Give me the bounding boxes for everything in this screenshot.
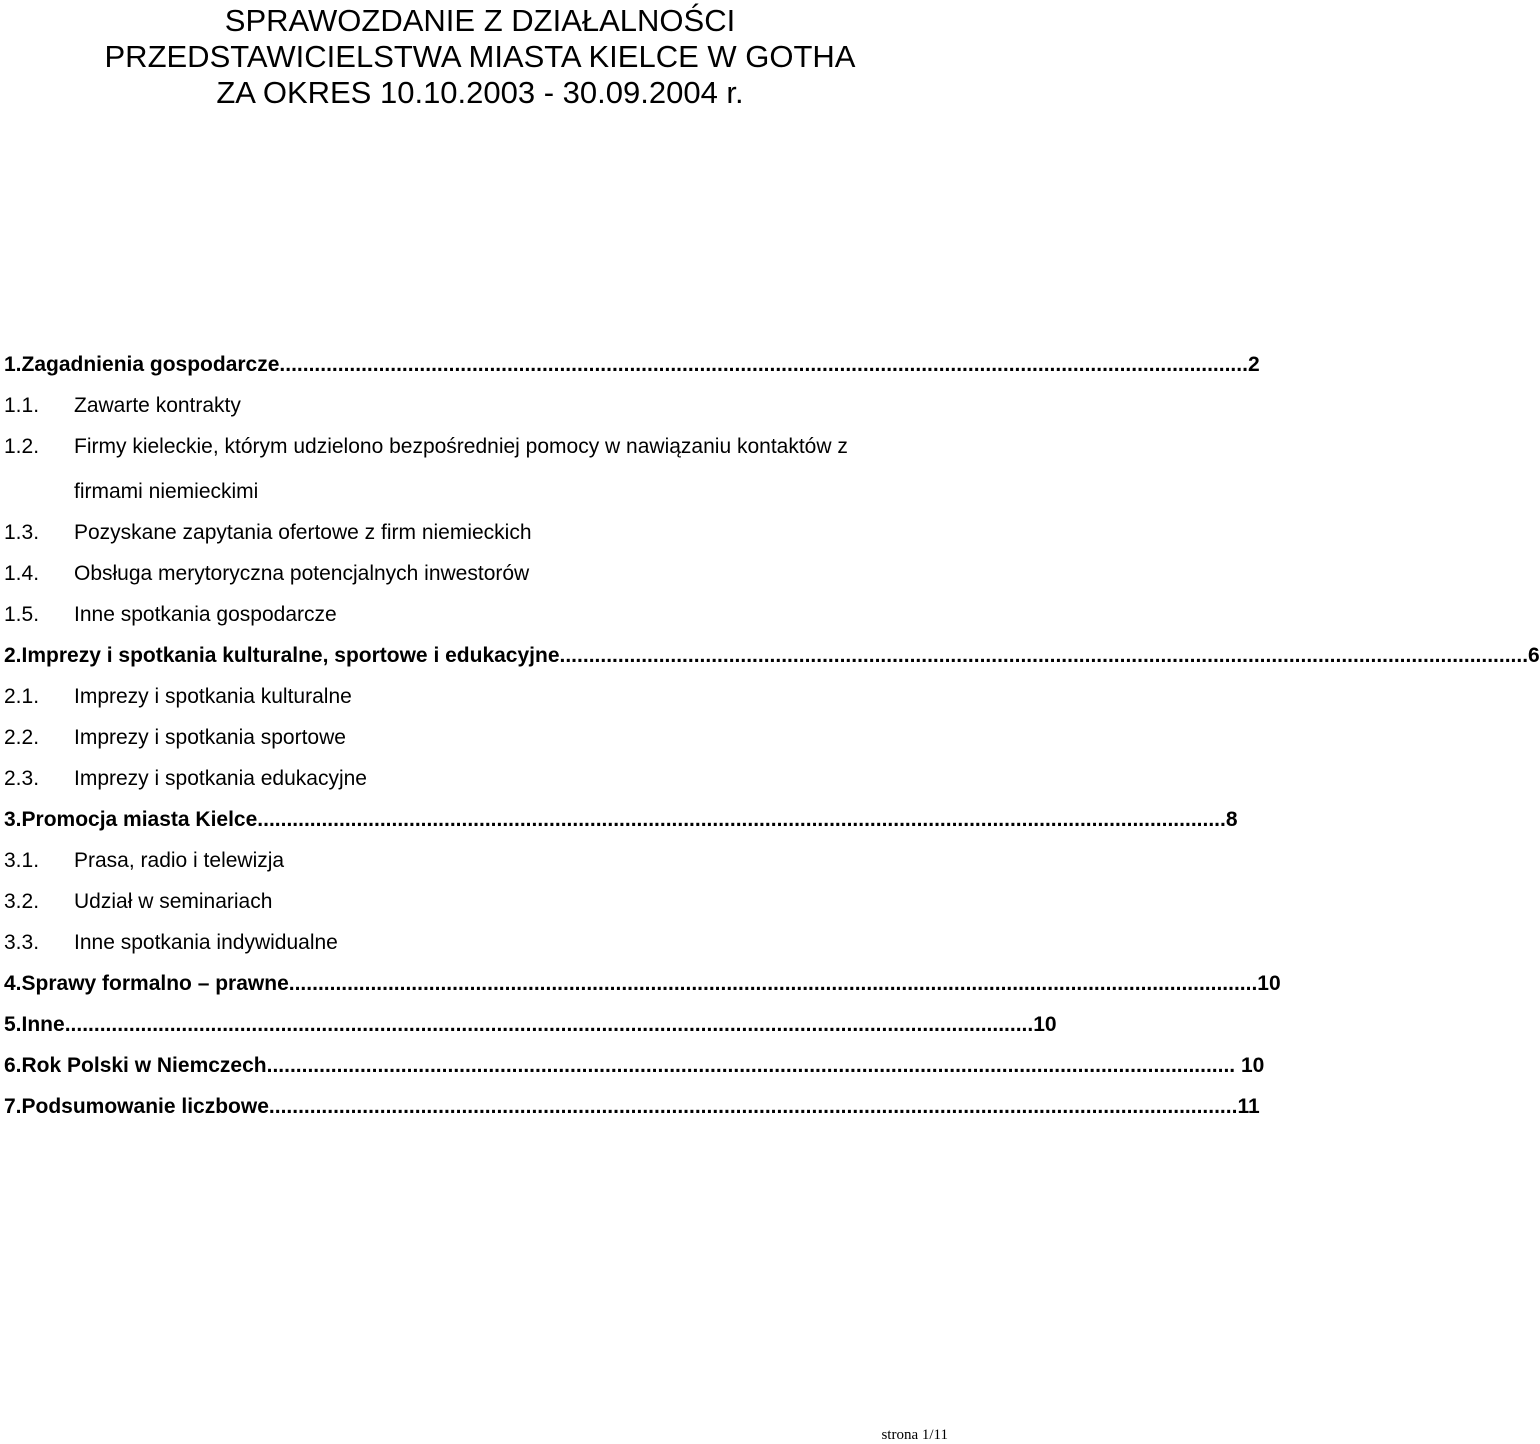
toc-label: Inne spotkania indywidualne <box>74 931 338 954</box>
toc-number: 3.2. <box>4 890 40 913</box>
toc-number: 2.1. <box>4 685 40 708</box>
toc-label: Sprawy formalno – prawne <box>21 972 289 995</box>
toc-leader: ...................................................................................................................................................................... <box>279 353 1248 376</box>
toc-number: 1.1. <box>4 394 40 417</box>
toc-page-number: 6 <box>1528 644 1540 667</box>
toc-number: 7. <box>4 1095 22 1118</box>
toc-number: 3.3. <box>4 931 40 954</box>
toc-label: Podsumowanie liczbowe <box>21 1095 269 1118</box>
toc-page-number: 10 <box>1235 1054 1265 1077</box>
toc-entry-2[interactable] <box>0 641 1540 671</box>
toc-entry-5[interactable] <box>0 1010 1057 1040</box>
toc-number: 1.4. <box>4 562 40 585</box>
toc-page-number: 10 <box>1033 1013 1057 1036</box>
toc-entry-3[interactable] <box>0 805 1238 835</box>
toc-number: 3.1. <box>4 849 40 872</box>
toc-label: Imprezy i spotkania edukacyjne <box>74 767 367 790</box>
toc-label: Imprezy i spotkania kulturalne, sportowe i edukacyjne <box>21 644 560 667</box>
toc-leader: ...................................................................................................................................................................... <box>559 644 1529 667</box>
title-line-1: SPRAWOZDANIE Z DZIAŁALNOŚCI <box>224 3 736 38</box>
toc-label: Rok Polski w Niemczech <box>21 1054 267 1077</box>
title-line-2: PRZEDSTAWICIELSTWA MIASTA KIELCE W GOTHA <box>104 39 856 74</box>
toc-label: Firmy kieleckie, którym udzielono bezpośredniej pomocy w nawiązaniu kontaktów z <box>74 435 848 458</box>
toc-leader: ...................................................................................................................................................................... <box>266 1054 1236 1077</box>
toc-number: 1.3. <box>4 521 40 544</box>
toc-leader: ...................................................................................................................................................................... <box>288 972 1258 995</box>
toc-label: Udział w seminariach <box>74 890 273 913</box>
toc-label: Zawarte kontrakty <box>74 394 241 417</box>
title-line-3: ZA OKRES 10.10.2003 - 30.09.2004 r. <box>216 75 744 110</box>
toc-label: Imprezy i spotkania sportowe <box>74 726 346 749</box>
toc-label: Inne spotkania gospodarcze <box>74 603 337 626</box>
toc-label: Prasa, radio i telewizja <box>74 849 285 872</box>
toc-page-number: 2 <box>1247 353 1260 376</box>
toc-number: 3. <box>4 808 22 831</box>
toc-entry-7[interactable] <box>0 1092 1260 1122</box>
toc-number: 2.2. <box>4 726 40 749</box>
toc-label-continuation: firmami niemieckimi <box>74 480 259 503</box>
toc-entry-4[interactable] <box>0 969 1281 999</box>
toc-label: Promocja miasta Kielce <box>21 808 258 831</box>
toc-entry-1[interactable] <box>0 350 1260 380</box>
toc-label: Obsługa merytoryczna potencjalnych inwestorów <box>74 562 530 585</box>
toc-number: 1. <box>4 353 22 376</box>
toc-page-number: 11 <box>1237 1095 1260 1118</box>
toc-label: Zagadnienia gospodarcze <box>21 353 280 376</box>
toc-number: 1.2. <box>4 435 40 458</box>
toc-label: Imprezy i spotkania kulturalne <box>74 685 352 708</box>
toc-leader: ...................................................................................................................................................................... <box>268 1095 1238 1118</box>
toc-number: 6. <box>4 1054 22 1077</box>
toc-page-number: 10 <box>1257 972 1281 995</box>
toc-leader: ...................................................................................................................................................................... <box>64 1013 1034 1036</box>
toc-number: 2.3. <box>4 767 40 790</box>
toc-page-number: 8 <box>1225 808 1238 831</box>
document-title <box>0 3 960 111</box>
page-counter: strona 1/11 <box>881 1427 948 1443</box>
toc-number: 4. <box>4 972 22 995</box>
toc-label: Pozyskane zapytania ofertowe z firm niemieckich <box>74 521 532 544</box>
toc-entry-6[interactable] <box>0 1051 1265 1081</box>
toc-number: 1.5. <box>4 603 40 626</box>
toc-number: 5. <box>4 1013 22 1036</box>
toc-label: Inne <box>21 1013 65 1036</box>
toc-leader: ...................................................................................................................................................................... <box>257 808 1226 831</box>
toc-number: 2. <box>4 644 22 667</box>
